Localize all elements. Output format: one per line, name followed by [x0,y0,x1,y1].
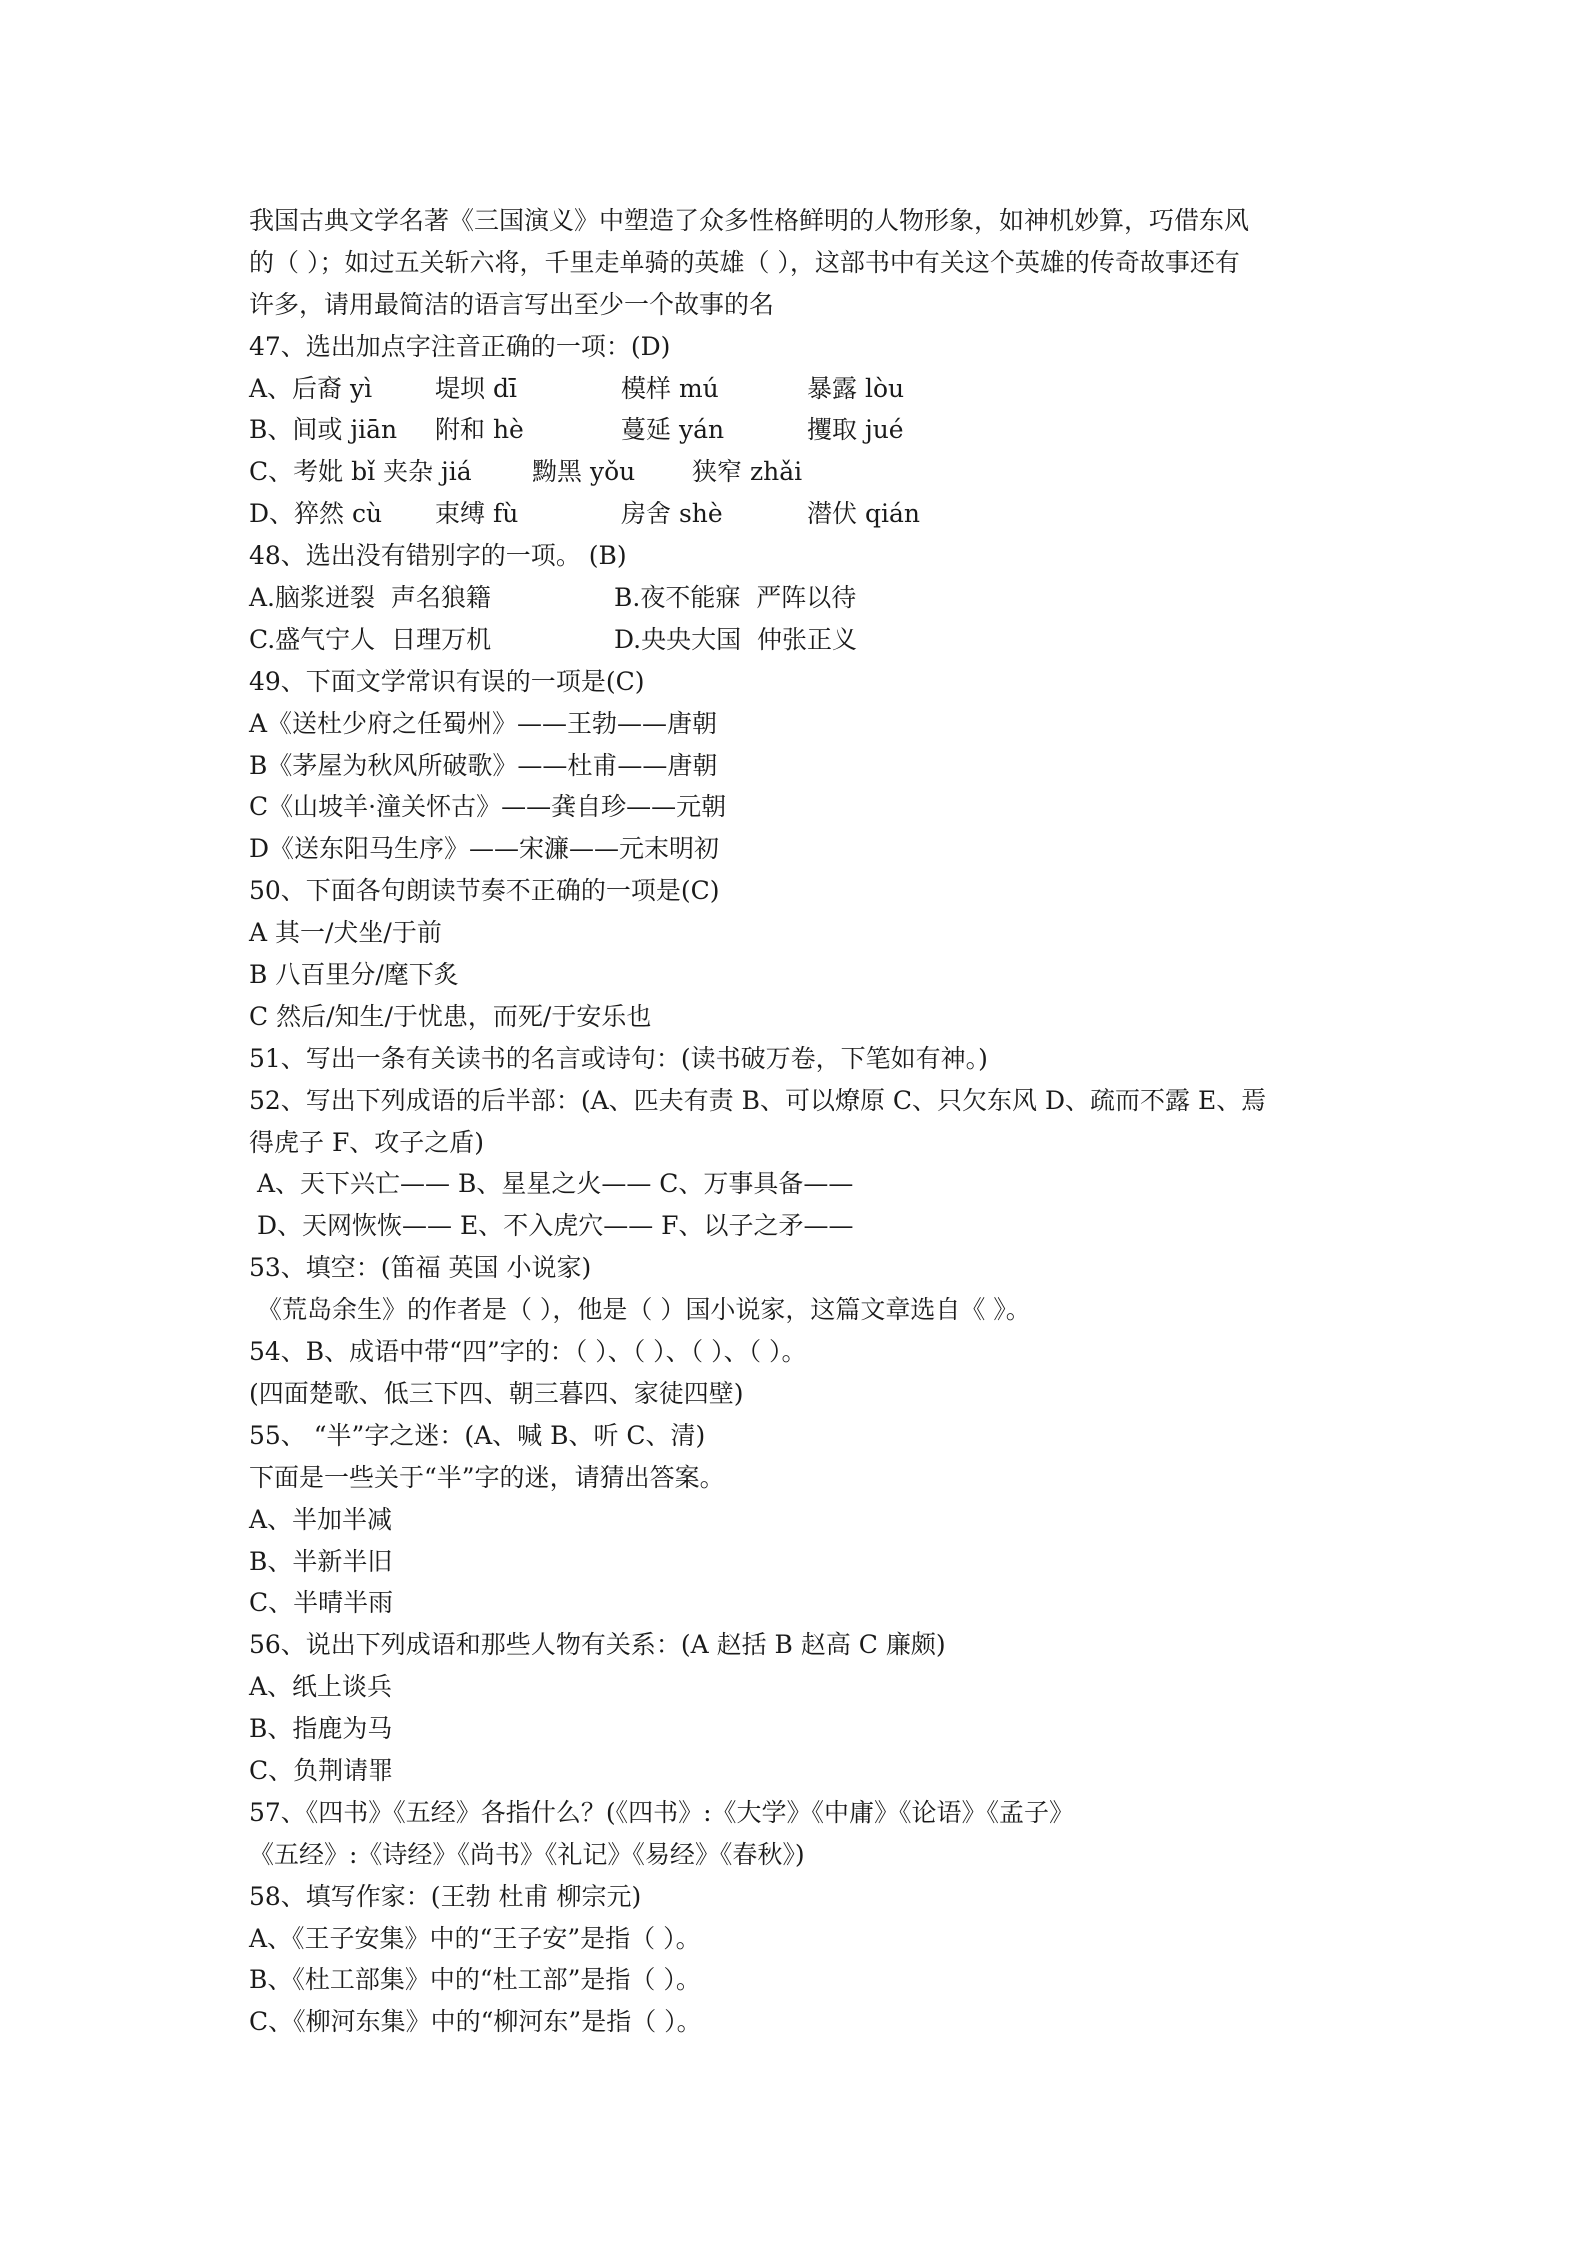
pinyin-item: 攫取 jué [807,415,904,445]
pinyin-item: 潜伏 qián [807,499,920,529]
pinyin-item: D、猝然 cù [249,499,383,529]
pinyin-item: 模样 mú [621,373,719,403]
option-line: 《荒岛余生》的作者是（ ），他是（ ）国小说家，这篇文章选自《 》。 [249,1295,1031,1325]
question-54-title: 54、B、成语中带“四”字的：（ ）、（ ）、（ ）、（ ）。 [249,1337,807,1367]
option-line: A、天下兴亡—— B、星星之火—— C、万事具备—— [249,1169,854,1199]
intro-line: 的（ ）；如过五关斩六将，千里走单骑的英雄（ ），这部书中有关这个英雄的传奇故事还有 [249,247,1240,277]
option-line: D《送东阳马生序》——宋濂——元末明初 [249,834,720,864]
option-line: A、半加半减 [249,1504,393,1534]
question-55-title: 55、 “半”字之迷：(A、喊 B、听 C、清) [249,1420,706,1450]
option-line: A、纸上谈兵 [249,1672,393,1702]
option-line: (四面楚歌、低三下四、朝三暮四、家徒四壁) [249,1378,744,1408]
option-line: A《送杜少府之任蜀州》——王勃——唐朝 [249,708,718,738]
pinyin-item: 附和 hè [435,415,524,445]
question-53-title: 53、填空：(笛福 英国 小说家) [249,1253,592,1283]
question-47-option-row [249,409,1379,451]
question-56-title: 56、说出下列成语和那些人物有关系：(A 赵括 B 赵高 C 廉颇) [249,1630,946,1660]
question-47-option-row [249,368,1379,410]
option-line: C、半晴半雨 [249,1588,394,1618]
option-line: C 然后/知生/于忧患，而死/于安乐也 [249,1001,652,1031]
option-line: C《山坡羊·潼关怀古》——龚自珍——元朝 [249,792,727,822]
pinyin-item: 房舍 shè [621,499,723,529]
pinyin-item: C、考妣 bǐ 夹杂 jiá [249,457,472,487]
question-51-title: 51、写出一条有关读书的名言或诗句：(读书破万卷，下笔如有神。) [249,1043,988,1073]
option-line: B、《杜工部集》中的“杜工部”是指（ ）。 [249,1965,701,1995]
question-47-option-row [249,493,1379,535]
question-48-option-row [249,619,1379,661]
pinyin-item: A、后裔 yì [249,373,373,403]
option-item: C.盛气宁人 日理万机 [249,624,492,654]
question-57-title: 57、《四书》《五经》各指什么？(《四书》:《大学》《中庸》《论语》《孟子》 [249,1797,1074,1827]
option-line: B《茅屋为秋风所破歌》——杜甫——唐朝 [249,750,718,780]
pinyin-item: B、间或 jiān [249,415,398,445]
option-line: C、负荆请罪 [249,1755,394,1785]
pinyin-item: 黝黑 yǒu [532,457,636,487]
question-58-title: 58、填写作家：(王勃 杜甫 柳宗元) [249,1881,642,1911]
question-48-title: 48、选出没有错别字的一项。 (B) [249,541,627,571]
pinyin-item: 堤坝 dī [435,373,517,403]
pinyin-item: 蔓延 yán [621,415,725,445]
option-line: B、半新半旧 [249,1546,393,1576]
intro-line: 许多，请用最简洁的语言写出至少一个故事的名 [249,289,775,319]
pinyin-item: 狭窄 zhǎi [692,457,803,487]
option-line: 《五经》:《诗经》《尚书》《礼记》《易经》《春秋》) [249,1839,805,1869]
intro-line: 我国古典文学名著《三国演义》中塑造了众多性格鲜明的人物形象，如神机妙算，巧借东风 [249,206,1250,235]
option-line: B、指鹿为马 [249,1714,393,1744]
option-line: A、《王子安集》中的“王子安”是指（ ）。 [249,1923,701,1953]
pinyin-item: 束缚 fù [435,499,519,529]
option-line: C、《柳河东集》中的“柳河东”是指（ ）。 [249,2007,702,2037]
pinyin-item: 暴露 lòu [807,373,905,403]
option-line: 下面是一些关于“半”字的迷，请猜出答案。 [249,1462,725,1492]
question-47-title: 47、选出加点字注音正确的一项：(D) [249,331,671,361]
option-line: A 其一/犬坐/于前 [249,918,442,948]
option-item: B.夜不能寐 严阵以待 [614,583,857,613]
question-52-title: 52、写出下列成语的后半部：(A、匹夫有责 B、可以燎原 C、只欠东风 D、疏而不露 E、焉 [249,1085,1267,1115]
option-line: B 八百里分/麾下炙 [249,960,459,990]
question-52-title: 得虎子 F、攻子之盾) [249,1127,485,1157]
option-line: D、天网恢恢—— E、不入虎穴—— F、以子之矛—— [249,1211,854,1241]
document-body [249,200,1379,2043]
question-47-option-row [249,451,1379,493]
question-49-title: 49、下面文学常识有误的一项是(C) [249,666,645,696]
question-48-option-row [249,577,1379,619]
option-item: D.央央大国 仲张正义 [614,624,857,654]
option-item: A.脑浆迸裂 声名狼籍 [249,583,491,613]
question-50-title: 50、下面各句朗读节奏不正确的一项是(C) [249,876,720,906]
